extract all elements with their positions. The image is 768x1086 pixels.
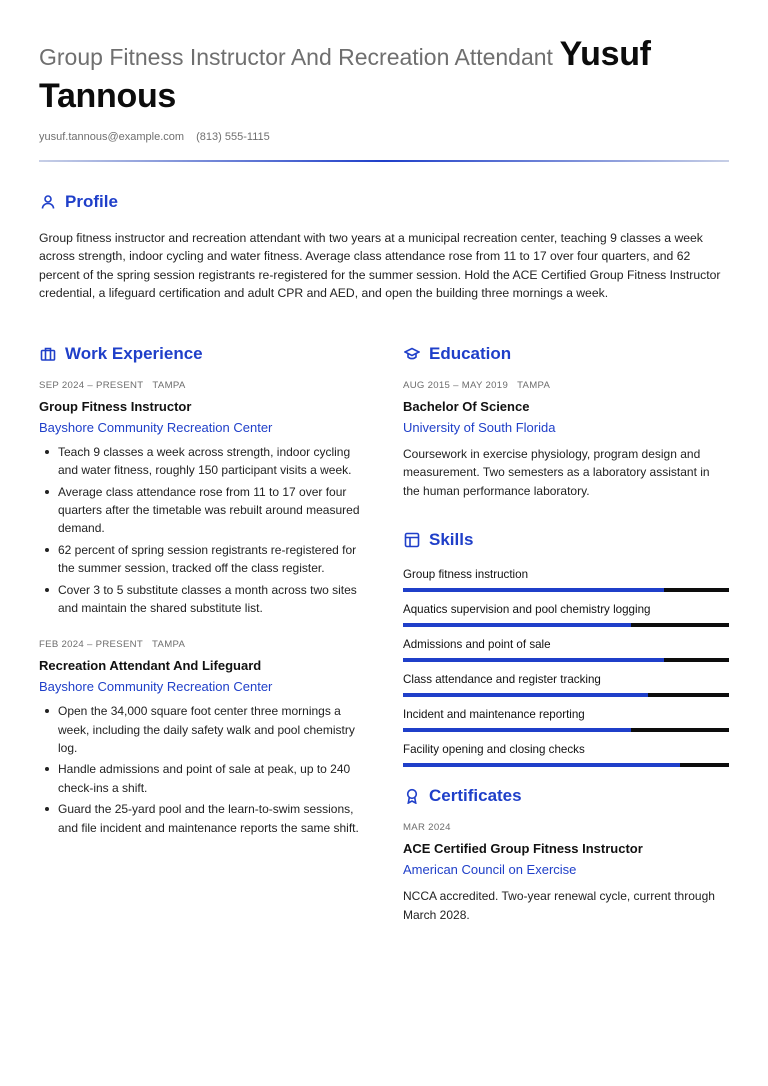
resume-header — [39, 36, 729, 116]
job-dates: FEB 2024 – PRESENT — [39, 639, 144, 651]
header-title-line — [39, 36, 729, 76]
job-meta — [39, 639, 365, 650]
skill-bar-fill — [403, 763, 680, 767]
skill-name: Aquatics supervision and pool chemistry logging — [403, 603, 651, 617]
skill-item — [403, 743, 729, 767]
profile-heading-label: Profile — [65, 192, 118, 211]
skill-bar — [403, 588, 729, 592]
certificate-description: NCCA accredited. Two-year renewal cycle, current through March 2028. — [403, 889, 715, 922]
skill-item — [403, 568, 729, 592]
work-experience-heading — [39, 344, 365, 364]
profile-summary: Group fitness instructor and recreation attendant with two years at a municipal recreation center, teaching 9 classes a week across strength, indoor cycling and water fitness. Average class attendance rose from 11 to 17 over four quarters, and 62 percent of the spring session registrants re-registered for the summer session. Hold the ACE Certified Group Fitness Instructor credential, a lifeguard certification and adult CPR and AED, and open the building three mornings a week. — [39, 231, 721, 300]
certificate-issuer: American Council on Exercise — [403, 862, 577, 878]
skill-item — [403, 673, 729, 697]
job-bullet: Guard the 25-yard pool and the learn-to-swim sessions, and file incident and maintenance reports the same shift. — [39, 800, 365, 836]
profile-heading — [39, 192, 729, 212]
job-meta — [39, 380, 365, 391]
job-location: TAMPA — [152, 380, 186, 391]
skill-bar — [403, 728, 729, 732]
skill-bar-fill — [403, 588, 664, 592]
education-meta — [403, 380, 729, 391]
job-entry — [39, 639, 365, 836]
job-bullet: Average class attendance rose from 11 to 17 over four quarters after the timetable was rebuilt around measured demand. — [39, 483, 365, 538]
job-location: TAMPA — [152, 639, 186, 651]
skill-bar-fill — [403, 728, 631, 732]
skill-item — [403, 638, 729, 662]
skill-bar-fill — [403, 693, 648, 697]
certificates-section — [403, 786, 729, 924]
skill-name: Admissions and point of sale — [403, 638, 551, 652]
user-icon — [39, 193, 57, 211]
job-organization: Bayshore Community Recreation Center — [39, 420, 273, 435]
skill-bar — [403, 658, 729, 662]
skills-heading-label: Skills — [429, 530, 474, 550]
skill-name: Facility opening and closing checks — [403, 743, 585, 757]
degree-title: Bachelor Of Science — [403, 399, 530, 414]
skill-bar-fill — [403, 658, 664, 662]
layout-icon — [403, 531, 421, 549]
education-heading — [403, 344, 729, 364]
skill-name: Group fitness instruction — [403, 568, 529, 582]
award-icon — [403, 787, 421, 805]
last-name: Tannous — [39, 77, 177, 115]
contact-line — [39, 131, 279, 143]
profile-section — [39, 192, 729, 302]
phone-number: (813) 555-1115 — [196, 131, 270, 143]
graduation-cap-icon — [403, 345, 421, 363]
job-bullets — [39, 443, 365, 617]
skill-item — [403, 708, 729, 732]
job-bullet: Cover 3 to 5 substitute classes a month across two sites and maintain the shared substitute list. — [39, 581, 365, 617]
job-bullet: Teach 9 classes a week across strength, indoor cycling and water fitness, roughly 150 participant visits a week. — [39, 443, 365, 479]
email-link[interactable]: yusuf.tannous@example.com — [39, 131, 185, 143]
work-experience-heading-label: Work Experience — [65, 344, 203, 363]
skills-section — [403, 530, 729, 767]
education-location: TAMPA — [517, 380, 551, 391]
job-dates: SEP 2024 – PRESENT — [39, 380, 144, 391]
first-name: Yusuf — [559, 35, 651, 73]
job-bullets — [39, 702, 365, 836]
job-bullet: Open the 34,000 square foot center three mornings a week, including the daily safety walk and pool chemistry log. — [39, 702, 365, 757]
skills-heading — [403, 530, 729, 550]
certificate-date: MAR 2024 — [403, 822, 451, 834]
education-dates: AUG 2015 – MAY 2019 — [403, 380, 509, 391]
school-name: University of South Florida — [403, 420, 556, 435]
header-divider — [39, 160, 729, 162]
work-experience-section — [39, 344, 365, 840]
skill-item — [403, 603, 729, 627]
briefcase-icon — [39, 345, 57, 363]
skill-bar — [403, 623, 729, 627]
skills-list — [403, 568, 729, 767]
job-bullet: 62 percent of spring session registrants re-registered for the summer session, tracked off the class register. — [39, 541, 365, 577]
job-title: Group Fitness Instructor — [39, 399, 192, 414]
job-role-title: Group Fitness Instructor And Recreation Attendant — [39, 44, 553, 70]
education-section — [403, 344, 729, 500]
job-entry — [39, 380, 365, 617]
certificates-heading — [403, 786, 729, 806]
right-column — [403, 344, 729, 924]
education-heading-label: Education — [429, 344, 512, 363]
education-description: Coursework in exercise physiology, program design and measurement. Two semesters as a laboratory assistant in the human performance laboratory. — [403, 447, 710, 498]
job-title: Recreation Attendant And Lifeguard — [39, 658, 262, 674]
certificate-name: ACE Certified Group Fitness Instructor — [403, 841, 643, 857]
skill-bar-fill — [403, 623, 631, 627]
skill-bar — [403, 763, 729, 767]
job-bullet: Handle admissions and point of sale at peak, up to 240 check-ins a shift. — [39, 760, 365, 796]
skill-name: Class attendance and register tracking — [403, 673, 601, 687]
skill-name: Incident and maintenance reporting — [403, 708, 585, 722]
skill-bar — [403, 693, 729, 697]
certificates-heading-label: Certificates — [429, 786, 522, 806]
job-organization: Bayshore Community Recreation Center — [39, 679, 273, 695]
